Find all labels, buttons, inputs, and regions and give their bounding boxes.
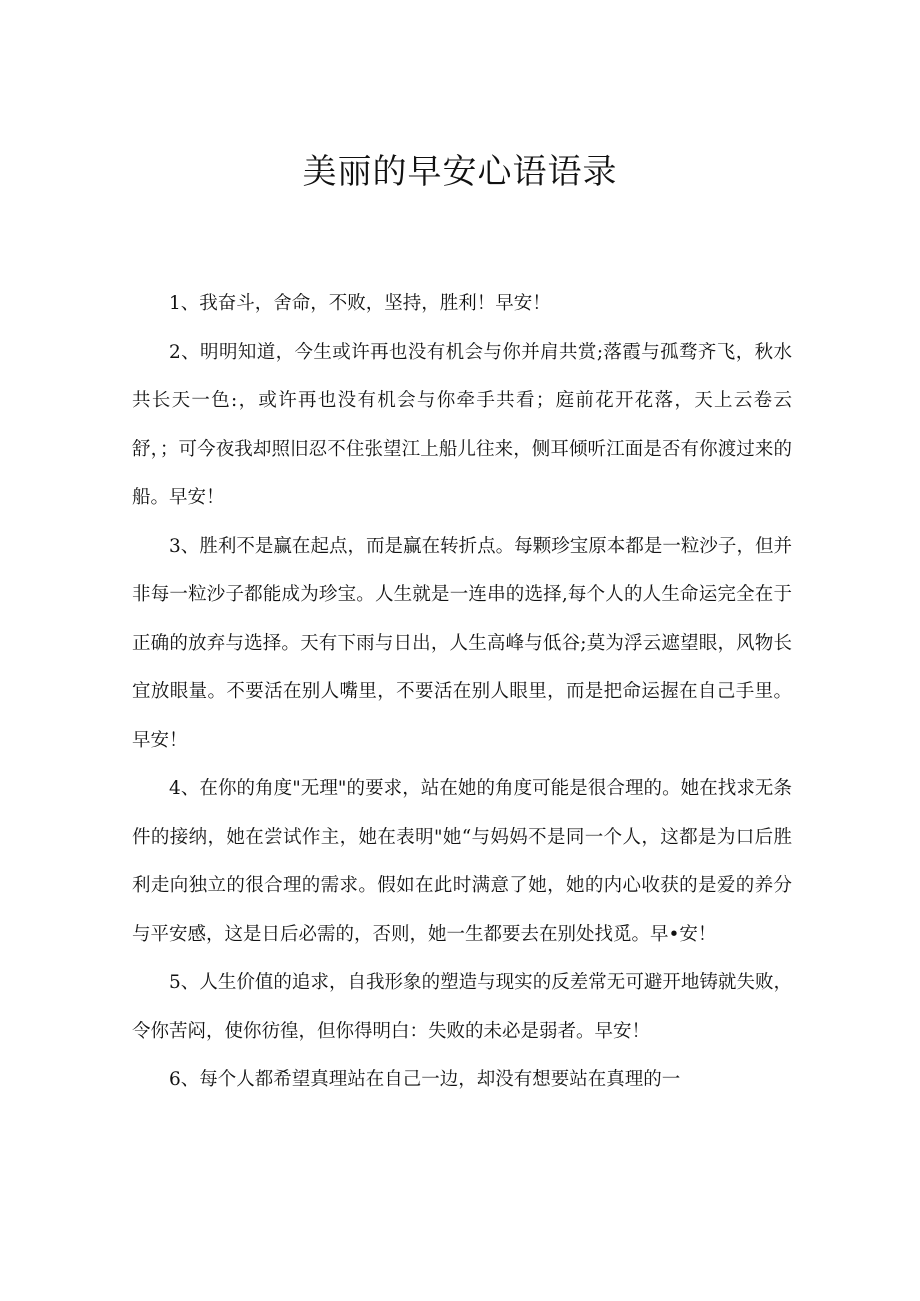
document-title: 美丽的早安心语语录 [302,152,618,192]
paragraph-1: 1、我奋斗，舍命，不败，坚持，胜利！早安！ [169,293,551,314]
document-body [132,280,792,1105]
paragraph-4: 4、在你的角度"无理"的要求，站在她的角度可能是很合理的。她在找求无条件的接纳，她在尝试作主，她在表明"她“与妈妈不是同一个人，这都是为口后胜利走向独立的很合理的需求。假如在此时满意了她，她的内心收获的是爱的养分与平安感，这是日后必需的，否则，她一生都要去在别处找觅。早•安！ [132,778,792,945]
paragraph-5: 5、人生价值的追求，自我形象的塑造与现实的反差常无可避开地铸就失败，令你苦闷，使你彷徨，但你得明白：失败的未必是弱者。早安！ [132,972,792,1042]
paragraph-3: 3、胜利不是赢在起点，而是赢在转折点。每颗珍宝原本都是一粒沙子，但并非每一粒沙子都能成为珍宝。人生就是一连串的选择,每个人的人生命运完全在于正确的放弃与选择。天有下雨与日出，人生高峰与低谷;莫为浮云遮望眼，风物长宜放眼量。不要活在别人嘴里，不要活在别人眼里，而是把命运握在自己手里。早安！ [132,535,792,751]
paragraph-6: 6、每个人都希望真理站在自己一边，却没有想要站在真理的一 [169,1069,681,1090]
paragraph-2: 2、明明知道，今生或许再也没有机会与你并肩共赏;落霞与孤骛齐飞，秋水共长天一色:，或许再也没有机会与你牵手共看；庭前花开花落，天上云卷云舒，；可今夜我却照旧忍不住张望江上船儿往来，侧耳倾听江面是否有你渡过来的船。早安！ [132,341,792,508]
